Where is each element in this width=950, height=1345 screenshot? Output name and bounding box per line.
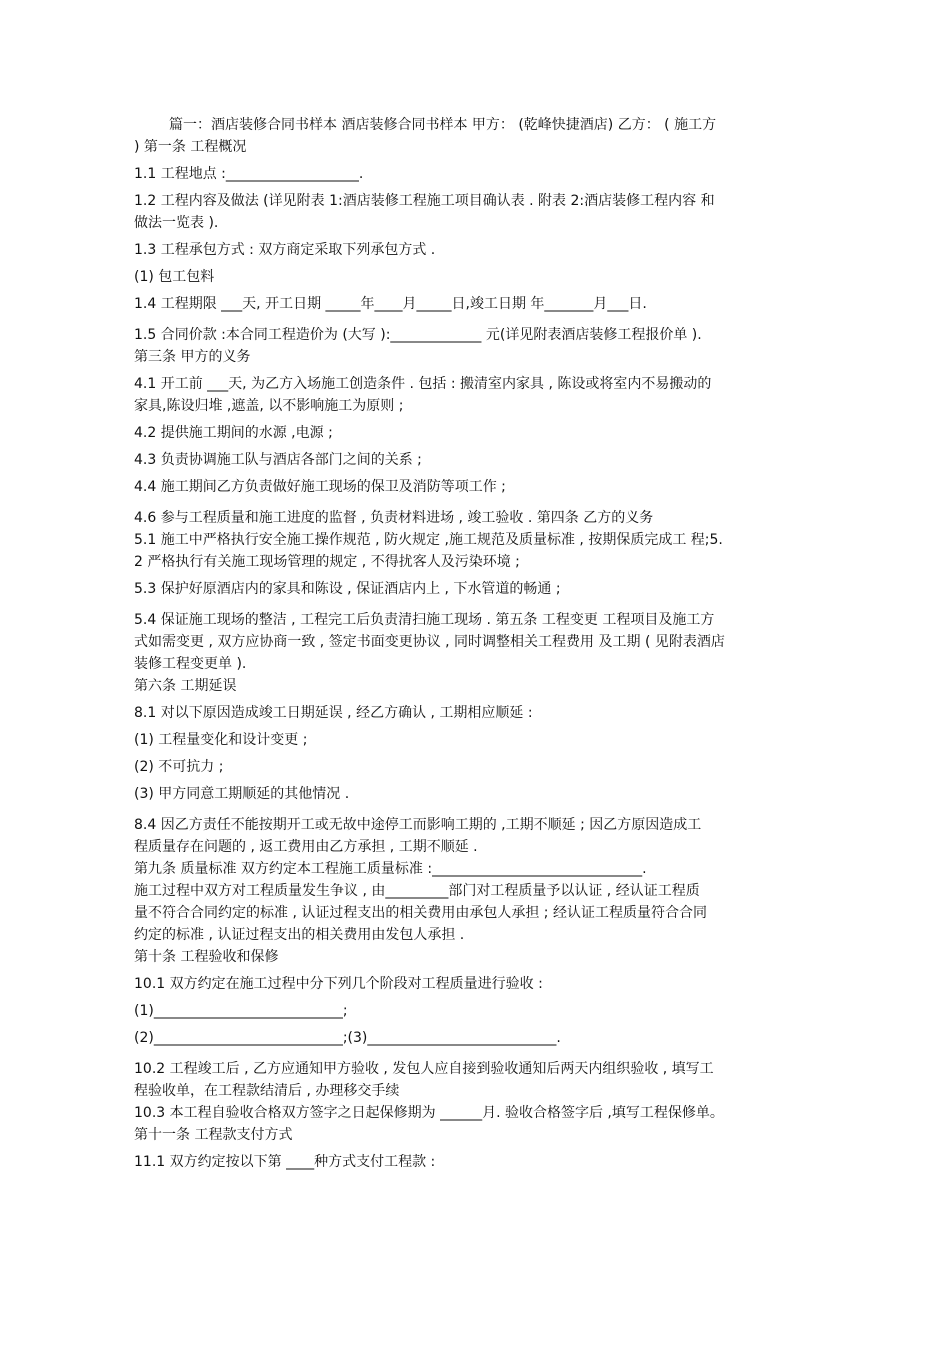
clause-5-3: 5.3 保护好原酒店内的家具和陈设 , 保证酒店内上 , 下水管道的畅通 ; (134, 581, 561, 597)
clause-1-3: 1.3 工程承包方式 : 双方商定采取下列承包方式 . (134, 242, 436, 258)
clause-11-1: 11.1 双方约定按以下第 ____种方式支付工程款 : (134, 1154, 436, 1170)
clause-1-5: 1.5 合同价款 :本合同工程造价为 (大写 ):_____________ 元(详见附表酒店装修工程报价单 ). (134, 327, 702, 343)
article-11-heading: 第十一条 工程款支付方式 (134, 1127, 293, 1143)
article-9-text-3: 约定的标准 , 认证过程支出的相关费用由发包人承担 . (134, 927, 465, 943)
clause-8-1-item-1: (1) 工程量变化和设计变更 ; (134, 732, 308, 748)
clause-10-3: 10.3 本工程自验收合格双方签字之日起保修期为 ______月. 验收合格签字后 ,填写工程保修单。 (134, 1105, 724, 1121)
clause-4-3: 4.3 负责协调施工队与酒店各部门之间的关系 ; (134, 452, 422, 468)
clause-8-4: 8.4 因乙方责任不能按期开工或无故中途停工而影响工期的 ,工期不顺延 ; 因乙方原因造成工 (134, 817, 702, 833)
clause-10-2-cont: 程验收单，在工程款结清后 , 办理移交手续 (134, 1083, 400, 1099)
clause-5-4: 5.4 保证施工现场的整洁 , 工程完工后负责清扫施工现场 . 第五条 工程变更 工程项目及施工方 (134, 612, 715, 628)
clause-5-4-cont-2: 装修工程变更单 ). (134, 656, 247, 672)
clause-10-2: 10.2 工程竣工后 , 乙方应通知甲方验收 , 发包人应自接到验收通知后两天内组织验收 , 填写工 (134, 1061, 714, 1077)
clause-4-2: 4.2 提供施工期间的水源 ,电源 ; (134, 425, 333, 441)
clause-4-4: 4.4 施工期间乙方负责做好施工现场的保卫及消防等项工作 ; (134, 479, 506, 495)
clause-4-1: 4.1 开工前 ___天, 为乙方入场施工创造条件 . 包括 : 搬清室内家具 , 陈设或将室内不易搬动的 (134, 376, 712, 392)
clause-10-1-item-1: (1)___________________________; (134, 1003, 348, 1019)
clause-4-1-cont: 家具,陈设归堆 ,遮盖, 以不影响施工为原则 ; (134, 398, 404, 414)
clause-5-2: 2 严格执行有关施工现场管理的规定 , 不得扰客人及污染环境 ; (134, 554, 520, 570)
article-9-text-1: 施工过程中双方对工程质量发生争议 , 由_________部门对工程质量予以认证 , 经认证工程质 (134, 883, 700, 899)
clause-1-3-item-1: (1) 包工包料 (134, 269, 215, 285)
clause-1-2: 1.2 工程内容及做法 (详见附表 1:酒店装修工程施工项目确认表 . 附表 2:酒店装修工程内容 和 (134, 193, 715, 209)
article-9-heading: 第九条 质量标准 双方约定本工程施工质量标准 :______________________________. (134, 861, 647, 877)
clause-8-1-item-3: (3) 甲方同意工期顺延的其他情况 . (134, 786, 350, 802)
clause-8-1-item-2: (2) 不可抗力 ; (134, 759, 224, 775)
clause-1-1: 1.1 工程地点 :___________________. (134, 166, 364, 182)
article-9-text-2: 量不符合合同约定的标准 , 认证过程支出的相关费用由承包人承担 ; 经认证工程质量符合合同 (134, 905, 707, 921)
article-10-heading: 第十条 工程验收和保修 (134, 949, 279, 965)
document-body (134, 114, 824, 1173)
clause-1-2-cont: 做法一览表 ). (134, 215, 219, 231)
clause-10-1-item-2-3: (2)___________________________;(3)___________________________. (134, 1030, 561, 1046)
article-1-heading: ) 第一条 工程概况 (134, 139, 247, 155)
clause-5-4-cont-1: 式如需变更 , 双方应协商一致 , 签定书面变更协议 , 同时调整相关工程费用 及工期 ( 见附表酒店 (134, 634, 725, 650)
clause-8-4-cont: 程质量存在问题的 , 返工费用由乙方承担 , 工期不顺延 . (134, 839, 478, 855)
article-3-heading: 第三条 甲方的义务 (134, 349, 251, 365)
clause-5-1: 5.1 施工中严格执行安全施工操作规范 , 防火规定 ,施工规范及质量标准 , 按期保质完成工 程;5. (134, 532, 723, 548)
clause-10-1: 10.1 双方约定在施工过程中分下列几个阶段对工程质量进行验收 : (134, 976, 543, 992)
clause-8-1: 8.1 对以下原因造成竣工日期延误 , 经乙方确认 , 工期相应顺延 : (134, 705, 533, 721)
clause-1-4: 1.4 工程期限 ___天, 开工日期 _____年____月_____日,竣工日期 年_______月___日. (134, 296, 647, 312)
clause-4-6: 4.6 参与工程质量和施工进度的监督 , 负责材料进场 , 竣工验收 . 第四条 乙方的义务 (134, 510, 654, 526)
article-6-heading: 第六条 工期延误 (134, 678, 237, 694)
intro-line: 篇一：酒店装修合同书样本 酒店装修合同书样本 甲方： (乾峰快捷酒店) 乙方： ( 施工方 (169, 117, 717, 133)
